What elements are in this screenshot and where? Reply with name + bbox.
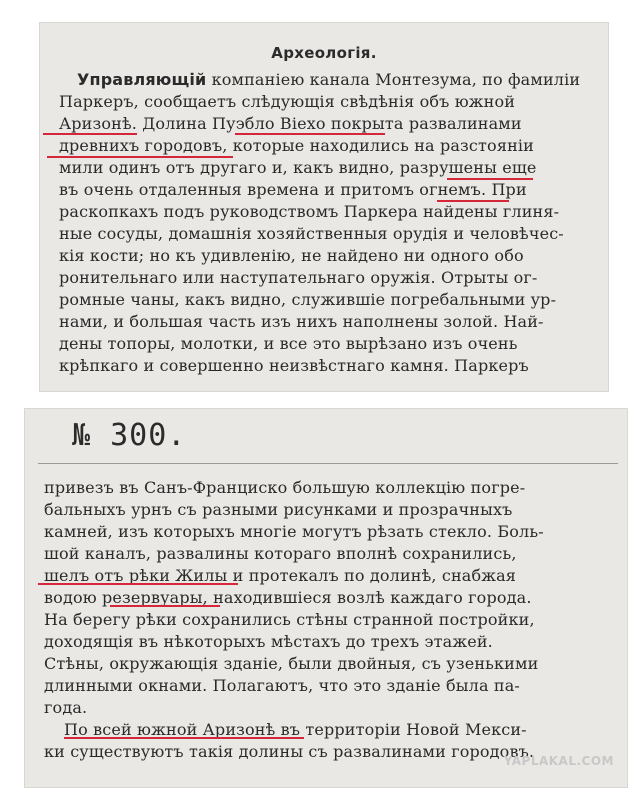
text-line: Аризонѣ. Долина Пуэбло Віехо покрыта развалинами: [59, 114, 522, 133]
red-underline: [235, 133, 385, 135]
red-underline: [38, 583, 238, 585]
text-line: бальныхъ урнъ съ разными рисунками и прозрачныхъ: [44, 500, 513, 519]
text-line: мили одинъ отъ другаго и, какъ видно, разрушены еще: [59, 158, 537, 177]
issue-number: № 300.: [72, 418, 187, 453]
text-line: ки существуютъ такія долины съ развалинами городовъ.: [44, 742, 535, 761]
text-line: ромные чаны, какъ видно, служившіе погребальными ур-: [59, 290, 557, 309]
text-line: ронительнаго или наступательнаго оружія. Отрыты ог-: [59, 268, 538, 287]
text-line: Паркеръ, сообщаетъ слѣдующія свѣдѣнія объ южной: [59, 92, 516, 111]
clipping-continued: [24, 408, 628, 788]
text-line: водою резервуары, находившіеся возлѣ каждаго города.: [44, 588, 532, 607]
text-line: Стѣны, окружающія зданіе, были двойныя, съ узенькими: [44, 654, 539, 673]
text-line: На берегу рѣки сохранились стѣны странной постройки,: [44, 610, 535, 629]
text-line: въ очень отдаленныя времена и притомъ огнемъ. При: [59, 180, 527, 199]
red-underline: [43, 133, 137, 135]
text-line: Управляющій компаніею канала Монтезума, по фамиліи: [77, 70, 581, 89]
red-underline: [64, 737, 304, 739]
text-line: шелъ отъ рѣки Жилы и протекалъ по долинѣ, снабжая: [44, 566, 517, 585]
text-line: кія кости; но къ удивленію, не найдено ни одного обо: [59, 246, 524, 265]
red-underline: [447, 178, 533, 180]
text-line: шой каналъ, развалины котораго вполнѣ сохранились,: [44, 544, 517, 563]
red-underline: [110, 605, 220, 607]
watermark: YAPLAKAL.COM: [503, 754, 614, 768]
text-line: ные сосуды, домашнія хозяйственныя орудія и человѣчес-: [59, 224, 564, 243]
clipping-archaeology: [39, 22, 609, 392]
article-title: Археологія.: [271, 44, 377, 62]
text-line: дены топоры, молотки, и все это вырѣзано изъ очень: [59, 334, 518, 353]
text-line: привезъ въ Санъ-Франциско большую коллекцію погре-: [44, 478, 526, 497]
text-line: камней, изъ которыхъ многіе могутъ рѣзать стекло. Боль-: [44, 522, 544, 541]
divider: [38, 463, 618, 464]
text-line: нами, и большая часть изъ нихъ наполнены золой. Най-: [59, 312, 544, 331]
text-line: крѣпкаго и совершенно неизвѣстнаго камня. Паркеръ: [59, 356, 529, 375]
text-line: раскопкахъ подъ руководствомъ Паркера найдены глиня-: [59, 202, 560, 221]
red-underline: [47, 156, 233, 158]
text-line: По всей южной Аризонѣ въ территоріи Новой Мекси-: [64, 720, 527, 739]
red-underline: [437, 200, 509, 202]
text-line: года.: [44, 698, 88, 717]
text-line: древнихъ городовъ, которые находились на разстояніи: [59, 136, 534, 155]
text-line: длинными окнами. Полагаютъ, что это зданіе была па-: [44, 676, 520, 695]
text-line: доходящія въ нѣкоторыхъ мѣстахъ до трехъ этажей.: [44, 632, 493, 651]
